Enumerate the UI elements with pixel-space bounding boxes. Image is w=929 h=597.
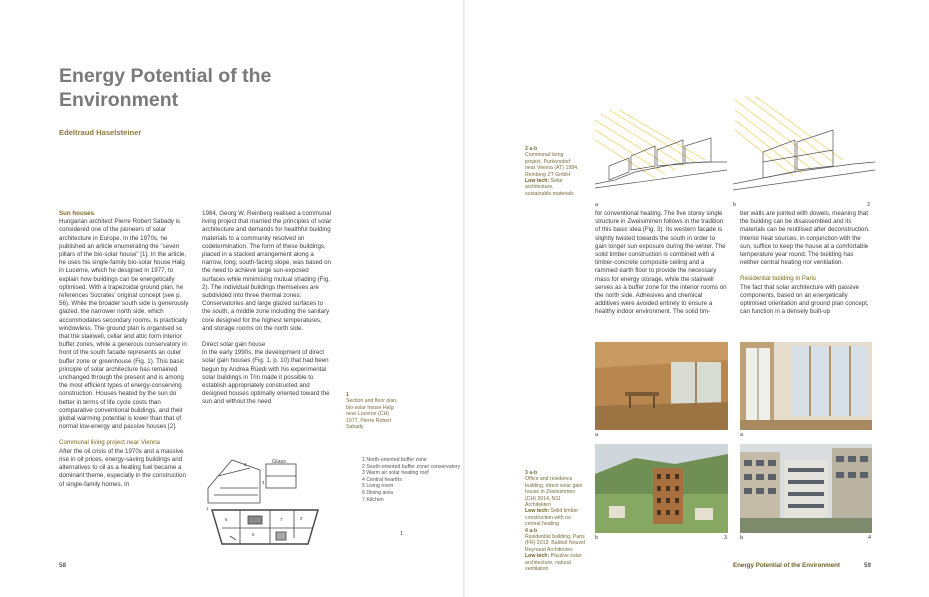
caption-low-tech: Solid timber construction with no central heating [525, 508, 579, 528]
page-title: Energy Potential of the Environment [59, 65, 272, 111]
figure-2-caption [525, 146, 581, 197]
svg-text:2: 2 [300, 516, 303, 521]
caption-low-tech-label: Low tech: [525, 508, 550, 515]
paragraph: After the oil crisis of the 1970s and a massive rise in oil prices, energy-saving buildings and alternatives to oil as a heating fuel became a dominant theme, especially in the construction of single-family homes. In [59, 447, 186, 488]
figure-3b-photo [595, 444, 728, 533]
svg-text:4: 4 [262, 480, 265, 485]
svg-text:5: 5 [225, 517, 228, 522]
section-heading-sun-houses: Sun houses [59, 210, 95, 217]
figure-2b-drawing [733, 96, 875, 202]
figure-4b-photo [740, 444, 872, 533]
author-name: Edeltraud Haselsteiner [59, 128, 142, 137]
paragraph: for conventional heating. The five storey single structure in Zweisimmen follows in the tradition of this basic idea (Fig. 3). Its western facade is slightly twisted towards the south in order to gain longer sun exposure during the winter. The solid timber construction is combined with a timber-concrete composite ceiling and a rammed earth floor to provide the necessary mass for energy storage, while the stairwell serves as a buffer zone for the interior rooms on the north side. Adhesives and chemical additives were avoided entirely to ensure a healthy indoor environment. The solid tim- [595, 210, 727, 316]
caption-low-tech: Passive solar architecture, natural ventilation [525, 553, 582, 573]
figure-1-caption [346, 392, 398, 430]
paragraph: The fact that solar architecture with passive components, based on an energetically optimised orientation and ground plan concept, can function in a densely built-up [740, 283, 869, 316]
legend-item: 6 Dining area [362, 489, 393, 496]
paragraph: In the early 1990s, the development of direct solar gain houses (Fig. 1, p. 10) that had been begun by Andrea Rüedi with his experimental solar buildings in Trin made it possible to establish appropriately constructed and designed houses optimally oriented toward the sun and without the need [202, 349, 330, 406]
figure-4a-label: a [740, 432, 744, 438]
svg-text:1: 1 [206, 506, 209, 511]
section-subheading-vienna: Communal living project near Vienna [59, 439, 161, 447]
figure-2a-label: a [595, 202, 599, 208]
figure-4-number: 4 [868, 535, 872, 541]
caption-low-tech: Solar architecture, sustainable materials [525, 178, 574, 197]
figure-4b-label: b [740, 535, 744, 541]
figure-2-number: 2 [867, 202, 871, 208]
figure-3-4-caption [525, 470, 585, 573]
text-column-2 [202, 210, 332, 407]
figure-number: 2 a-b [525, 146, 538, 152]
section-subheading-paris: Residential building in Paris [740, 275, 817, 283]
legend-item: 7 Kitchen [362, 496, 384, 503]
svg-text:7: 7 [280, 517, 283, 522]
section-subheading-direct-solar: Direct solar gain house [202, 341, 266, 349]
figure-1-legend [362, 457, 460, 503]
legend-item: 1 North-oriented buffer zone [362, 457, 427, 463]
text-column-1 [59, 210, 189, 489]
caption-low-tech-label: Low tech: [525, 178, 550, 185]
caption-text: Section and floor plan, bio-solar house Halg near Lucerne (CH) 1977, Pierre Robert Sabady [346, 398, 398, 431]
figure-number: 4 a-b [525, 527, 538, 534]
legend-item: 2 South-oriented buffer zone/ conservatory [362, 463, 461, 470]
svg-text:6: 6 [252, 532, 255, 537]
figure-3a-label: a [595, 432, 599, 438]
right-page [465, 0, 929, 597]
paragraph: Hungarian architect Pierre Robert Sabady is considered one of the pioneers of solar architecture in Europe. In the 1970s, he published an article enumerating the "seven pillars of the bio-solar house" [1]. In the article, he uses his single-family bio-solar house Halg in Lucerne, which he designed in 1977, to explain how buildings can be energetically optimised. With a trapezoidal ground plan, he references Socrates' original concept (see p. 56). While the broader south side is generously glazed, the narrower north side, which accommodates secondary rooms, is practically windowless. The ground plan is organised so that the stairwell, cellar and attic form interior buffer zones, while a generous conservatory in front of the south facade represents an outer buffer zone or greenhouse (Fig. 1). This basic principle of solar architecture has remained unchanged through the present and is among the most efficient types of energy-conserving construction. Houses heated by the sun do better in terms of life cycle costs than comparative conventional buildings, and their global warming potential is lower than that of normal low-energy and passive houses [2]. [59, 218, 189, 431]
text-column-3 [595, 210, 727, 317]
legend-item: 3 Warm air solar heating roof [362, 470, 429, 477]
figure-2a-drawing [595, 110, 727, 202]
figure-1-drawing [200, 448, 355, 548]
figure-4a-photo [740, 342, 872, 430]
page-number-right: 59 [864, 562, 871, 569]
page-number-left: 58 [59, 562, 66, 569]
caption-text: Communal living project, Purkersdorf near Vienna (AT) 1984, Reinberg ZT GmbH [525, 152, 579, 178]
figure-3-number: 3 [724, 535, 728, 541]
figure-number: 3 a-b [525, 470, 538, 476]
section-outline [208, 460, 260, 503]
legend-item: 4 Central hearths [362, 476, 402, 483]
paragraph: ber walls are jointed with dowels, meaning that the building can be disassembled and its materials can be reutilised after deconstruction. Interior heat sources, in conjunction with the sun, suffice to keep the house at a comfortable temperature year round. The building has neither central heating nor ventilation. [740, 210, 870, 267]
text-column-4 [740, 210, 872, 316]
caption-text: Office and residence building, direct solar gain house in Zweisimmen (CH) 2014, N11 Architekten [525, 476, 583, 509]
paragraph: 1984, Georg W. Reinberg realised a communal living project that married the principles of solar architecture and demands for healthful building materials to a community resolved on codetermination. The form of these buildings, placed in a stacked arrangement along a narrow, long, south-facing slope, was based on the need to achieve large sun-exposed surfaces while minimising mutual shading (Fig. 2). The individual buildings themselves are subdivided into three thermal zones: Conservatories and large glazed surfaces to the south, a middle zone including the sanitary core designed for the highest temperatures, and storage rooms on the north side. [202, 210, 332, 332]
legend-item: 5 Living room [362, 483, 394, 490]
svg-text:3: 3 [244, 462, 247, 467]
figure-number: 1 [346, 392, 349, 398]
caption-low-tech-label: Low tech: [525, 553, 550, 560]
caption-text: Residential building, Paris (FR) 2013, Baldod Nouvel Reynaud Architectes [525, 534, 585, 553]
figure-3b-label: b [595, 535, 599, 541]
left-page [0, 0, 464, 597]
figure-1-corner-number: 1 [400, 531, 404, 537]
figure-3a-photo [595, 342, 728, 430]
label-glass: Glass [272, 459, 287, 465]
running-head: Energy Potential of the Environment [733, 562, 840, 569]
figure-2b-label: b [733, 202, 737, 208]
